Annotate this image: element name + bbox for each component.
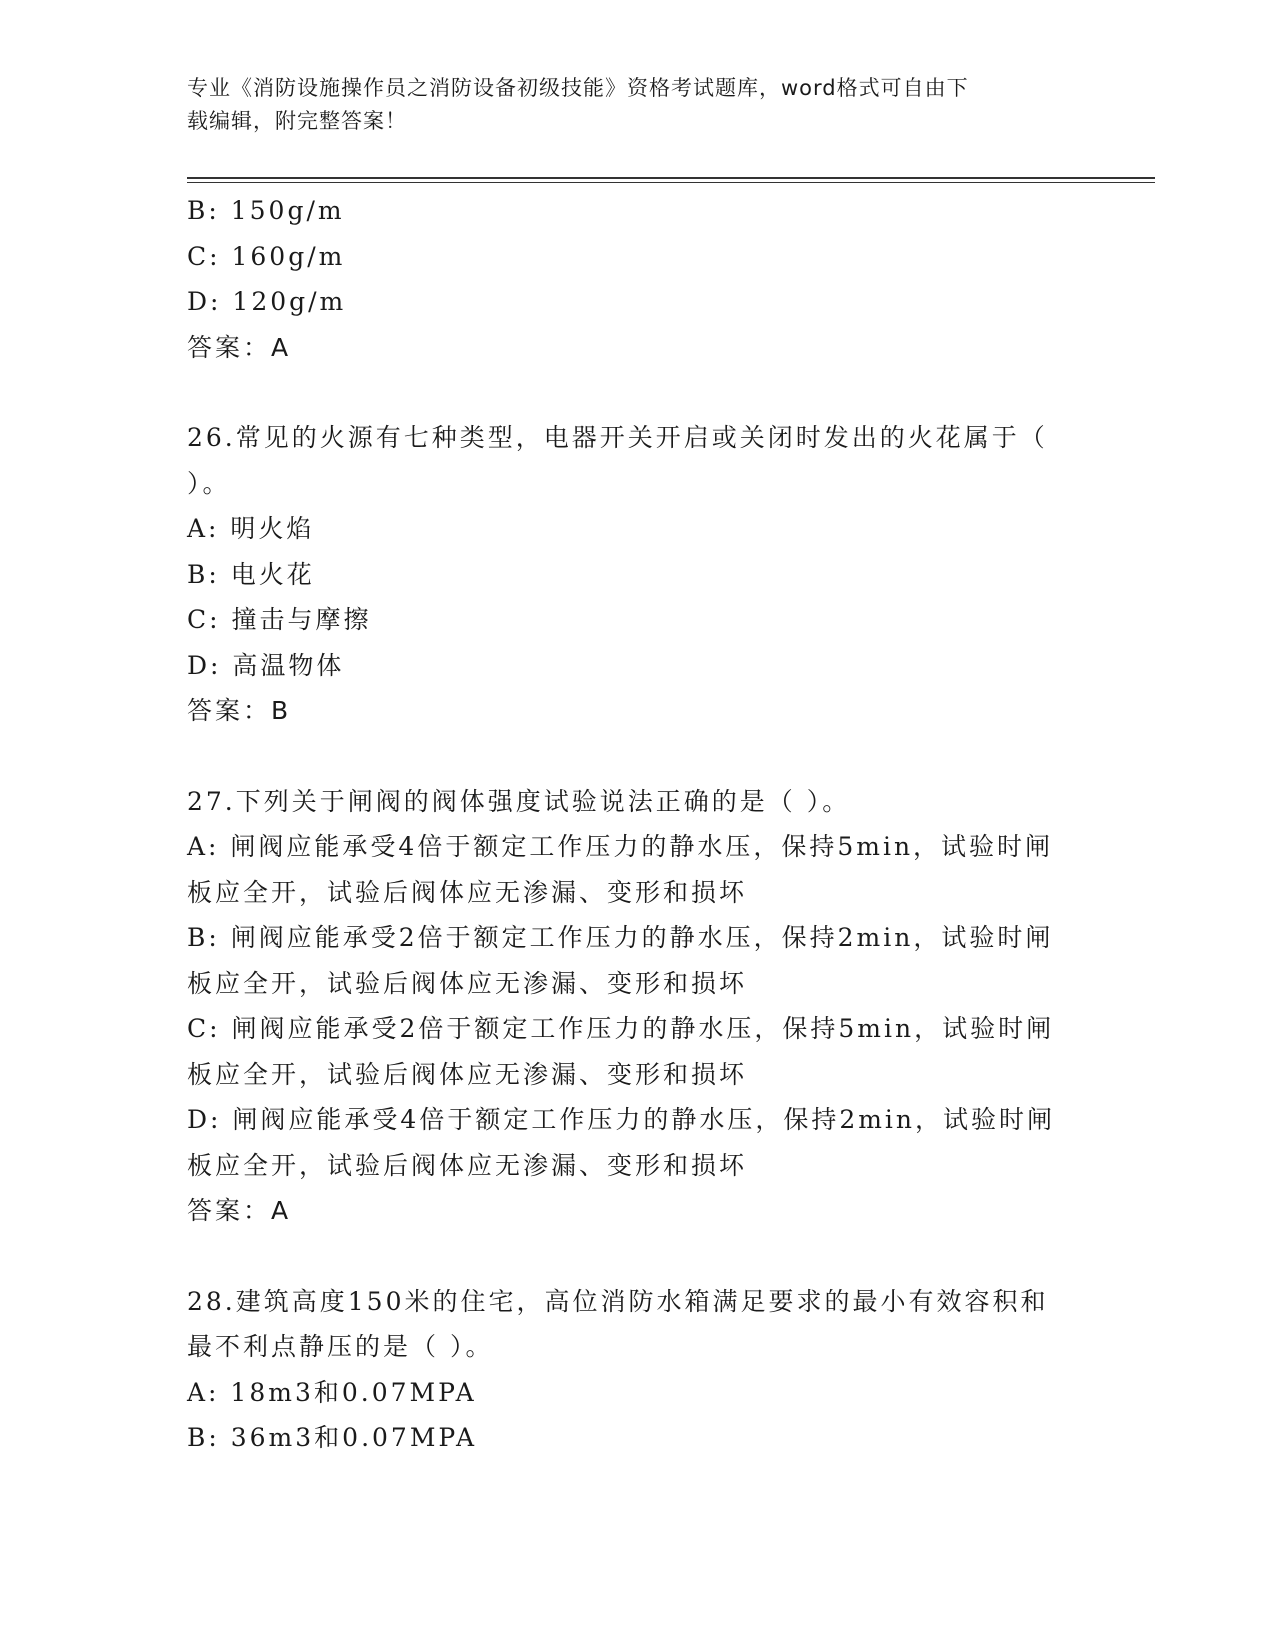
document-header: [187, 72, 1067, 138]
spacer: [187, 1234, 1087, 1279]
question-stem: 27.下列关于闸阀的阀体强度试验说法正确的是（ ）。: [187, 786, 851, 816]
answer: 答案：B: [187, 696, 292, 725]
option-c-cont: 板应全开，试验后阀体应无渗漏、变形和损坏: [187, 1059, 748, 1089]
option-b: B: 150g/m: [187, 196, 345, 225]
option-b: B: 36m3和0.07MPA: [187, 1423, 478, 1452]
question-27: [187, 779, 1087, 1234]
option-d: D: 高温物体: [187, 650, 345, 680]
option-d-cont: 板应全开，试验后阀体应无渗漏、变形和损坏: [187, 1150, 748, 1180]
option-c: C: 闸阀应能承受2倍于额定工作压力的静水压，保持5min，试验时闸: [187, 1014, 1055, 1043]
question-stem: 28.建筑高度150米的住宅，高位消防水箱满足要求的最小有效容积和: [187, 1286, 1049, 1316]
option-a: A: 明火焰: [187, 514, 315, 543]
header-line-1: 专业《消防设施操作员之消防设备初级技能》资格考试题库，word格式可自由下: [187, 76, 969, 100]
question-stem-cont: ）。: [187, 468, 231, 498]
question-stem-cont: 最不利点静压的是（ ）。: [187, 1332, 494, 1361]
option-c: C: 160g/m: [187, 241, 346, 271]
question-25: [187, 188, 1087, 370]
option-b: B: 闸阀应能承受2倍于额定工作压力的静水压，保持2min，试验时闸: [187, 923, 1054, 952]
question-stem: 26.常见的火源有七种类型，电器开关开启或关闭时发出的火花属于（: [187, 423, 1048, 452]
option-a: A: 闸阀应能承受4倍于额定工作压力的静水压，保持5min，试验时闸: [187, 832, 1054, 861]
spacer: [187, 370, 1087, 415]
answer: 答案：A: [187, 332, 292, 362]
question-list: [187, 188, 1087, 1461]
option-a-cont: 板应全开，试验后阀体应无渗漏、变形和损坏: [187, 877, 748, 907]
spacer: [187, 734, 1087, 779]
option-b-cont: 板应全开，试验后阀体应无渗漏、变形和损坏: [187, 968, 748, 998]
answer: 答案：A: [187, 1196, 292, 1225]
header-divider-thick: [187, 177, 1155, 179]
question-26: [187, 415, 1087, 734]
question-28: [187, 1279, 1087, 1461]
option-c: C: 撞击与摩擦: [187, 605, 372, 634]
option-a: A: 18m3和0.07MPA: [187, 1377, 477, 1407]
header-line-2: 载编辑，附完整答案！: [187, 109, 407, 133]
header-divider-thin: [187, 182, 1155, 183]
option-d: D: 闸阀应能承受4倍于额定工作压力的静水压，保持2min，试验时闸: [187, 1105, 1056, 1134]
option-b: B: 电火花: [187, 559, 315, 589]
option-d: D: 120g/m: [187, 287, 347, 316]
